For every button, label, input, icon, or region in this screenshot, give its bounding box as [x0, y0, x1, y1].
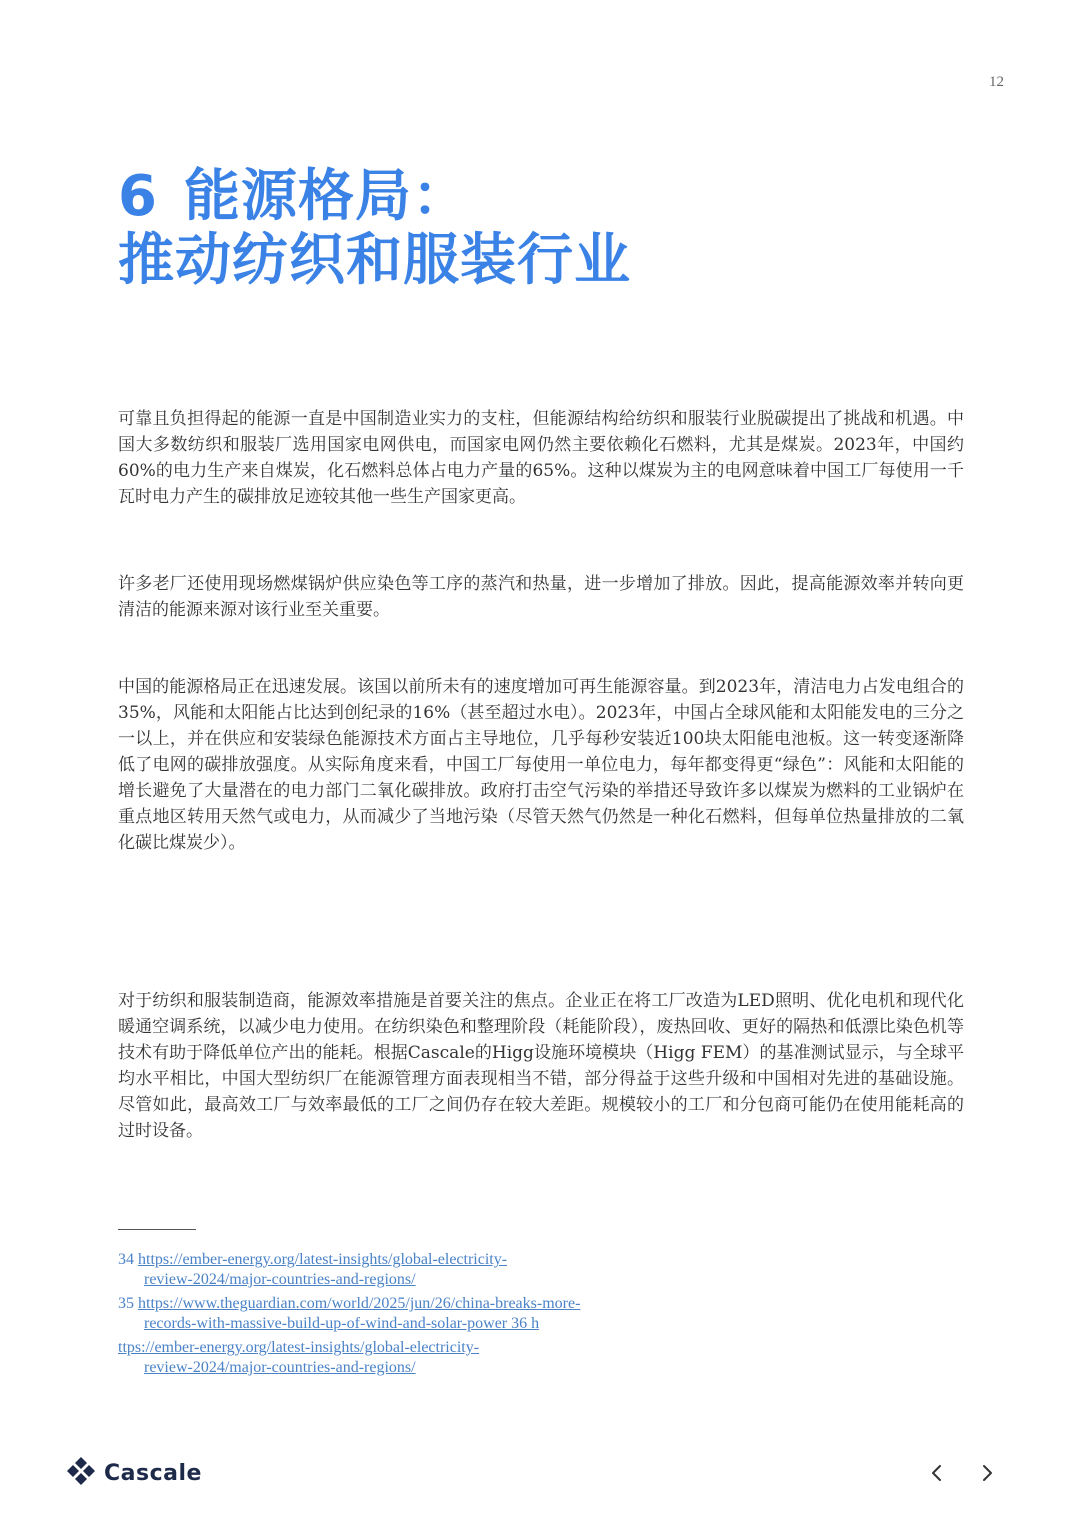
footnote-link-continued[interactable]: records-with-massive-build-up-of-wind-and-solar-power 36 h — [144, 1315, 540, 1332]
title-line-1-text: 能源格局： — [183, 164, 469, 229]
section-number: 6 — [118, 164, 158, 229]
body-paragraph: 许多老厂还使用现场燃煤锅炉供应染色等工序的蒸汽和热量，进一步增加了排放。因此，提高能源效率并转向更清洁的能源来源对该行业至关重要。 — [118, 574, 964, 620]
cascale-logo-text: Cascale — [104, 1460, 202, 1486]
footnote-link-continued[interactable]: review-2024/major-countries-and-regions/ — [144, 1359, 416, 1376]
title-line-2: 推动纺织和服装行业 — [118, 228, 631, 293]
cascale-logo-icon — [66, 1456, 96, 1490]
footnote-link-continued[interactable]: review-2024/major-countries-and-regions/ — [144, 1271, 416, 1288]
page-number: 12 — [989, 74, 1004, 90]
chevron-left-icon — [930, 1463, 944, 1487]
cascale-logo — [66, 1456, 202, 1490]
footnote-divider — [118, 1229, 196, 1230]
page-title — [118, 165, 631, 293]
body-paragraph: 中国的能源格局正在迅速发展。该国以前所未有的速度增加可再生能源容量。到2023年，清洁电力占发电组合的35%，风能和太阳能占比达到创纪录的16%（甚至超过水电）。2023年，中国占全球风能和太阳能发电的三分之一以上，并在供应和安装绿色能源技术方面占主导地位，几乎每秒安装近100块太阳能电池板。这一转变逐渐降低了电网的碳排放强度。从实际角度来看，中国工厂每使用一单位电力，每年都变得更“绿色”：风能和太阳能的增长避免了大量潜在的电力部门二氧化碳排放。政府打击空气污染的举措还导致许多以煤炭为燃料的工业锅炉在重点地区转用天然气或电力，从而减少了当地污染（尽管天然气仍然是一种化石燃料，但每单位热量排放的二氧化碳比煤炭少）。 — [118, 677, 964, 853]
body-paragraph: 对于纺织和服装制造商，能源效率措施是首要关注的焦点。企业正在将工厂改造为LED照明、优化电机和现代化暖通空调系统，以减少电力使用。在纺织染色和整理阶段（耗能阶段），废热回收、更好的隔热和低漂比染色机等技术有助于降低单位产出的能耗。根据Cascale的Higg设施环境模块（Higg FEM）的基准测试显示，与全球平均水平相比，中国大型纺织厂在能源管理方面表现相当不错，部分得益于这些升级和中国相对先进的基础设施。尽管如此，最高效工厂与效率最低的工厂之间仍存在较大差距。规模较小的工厂和分包商可能仍在使用能耗高的过时设备。 — [118, 991, 964, 1141]
footnote-36 — [118, 1338, 818, 1378]
footnote-35 — [118, 1294, 818, 1334]
footnote-34 — [118, 1250, 818, 1290]
footnote-link[interactable]: https://ember-energy.org/latest-insights/global-electricity- — [138, 1251, 508, 1268]
footnote-number: 34 — [118, 1251, 134, 1268]
footnote-link[interactable]: ttps://ember-energy.org/latest-insights/global-electricity- — [118, 1339, 480, 1356]
footnotes — [118, 1250, 818, 1382]
next-page-button[interactable] — [974, 1462, 1000, 1488]
footnote-link[interactable]: https://www.theguardian.com/world/2025/jun/26/china-breaks-more- — [138, 1295, 581, 1312]
previous-page-button[interactable] — [924, 1462, 950, 1488]
title-line-1 — [118, 165, 631, 229]
chevron-right-icon — [980, 1463, 994, 1487]
footnote-number: 35 — [118, 1295, 134, 1312]
body-paragraph: 可靠且负担得起的能源一直是中国制造业实力的支柱，但能源结构给纺织和服装行业脱碳提出了挑战和机遇。中国大多数纺织和服装厂选用国家电网供电，而国家电网仍然主要依赖化石燃料，尤其是煤炭。2023年，中国约60%的电力生产来自煤炭，化石燃料总体占电力产量的65%。这种以煤炭为主的电网意味着中国工厂每使用一千瓦时电力产生的碳排放足迹较其他一些生产国家更高。 — [118, 409, 964, 507]
